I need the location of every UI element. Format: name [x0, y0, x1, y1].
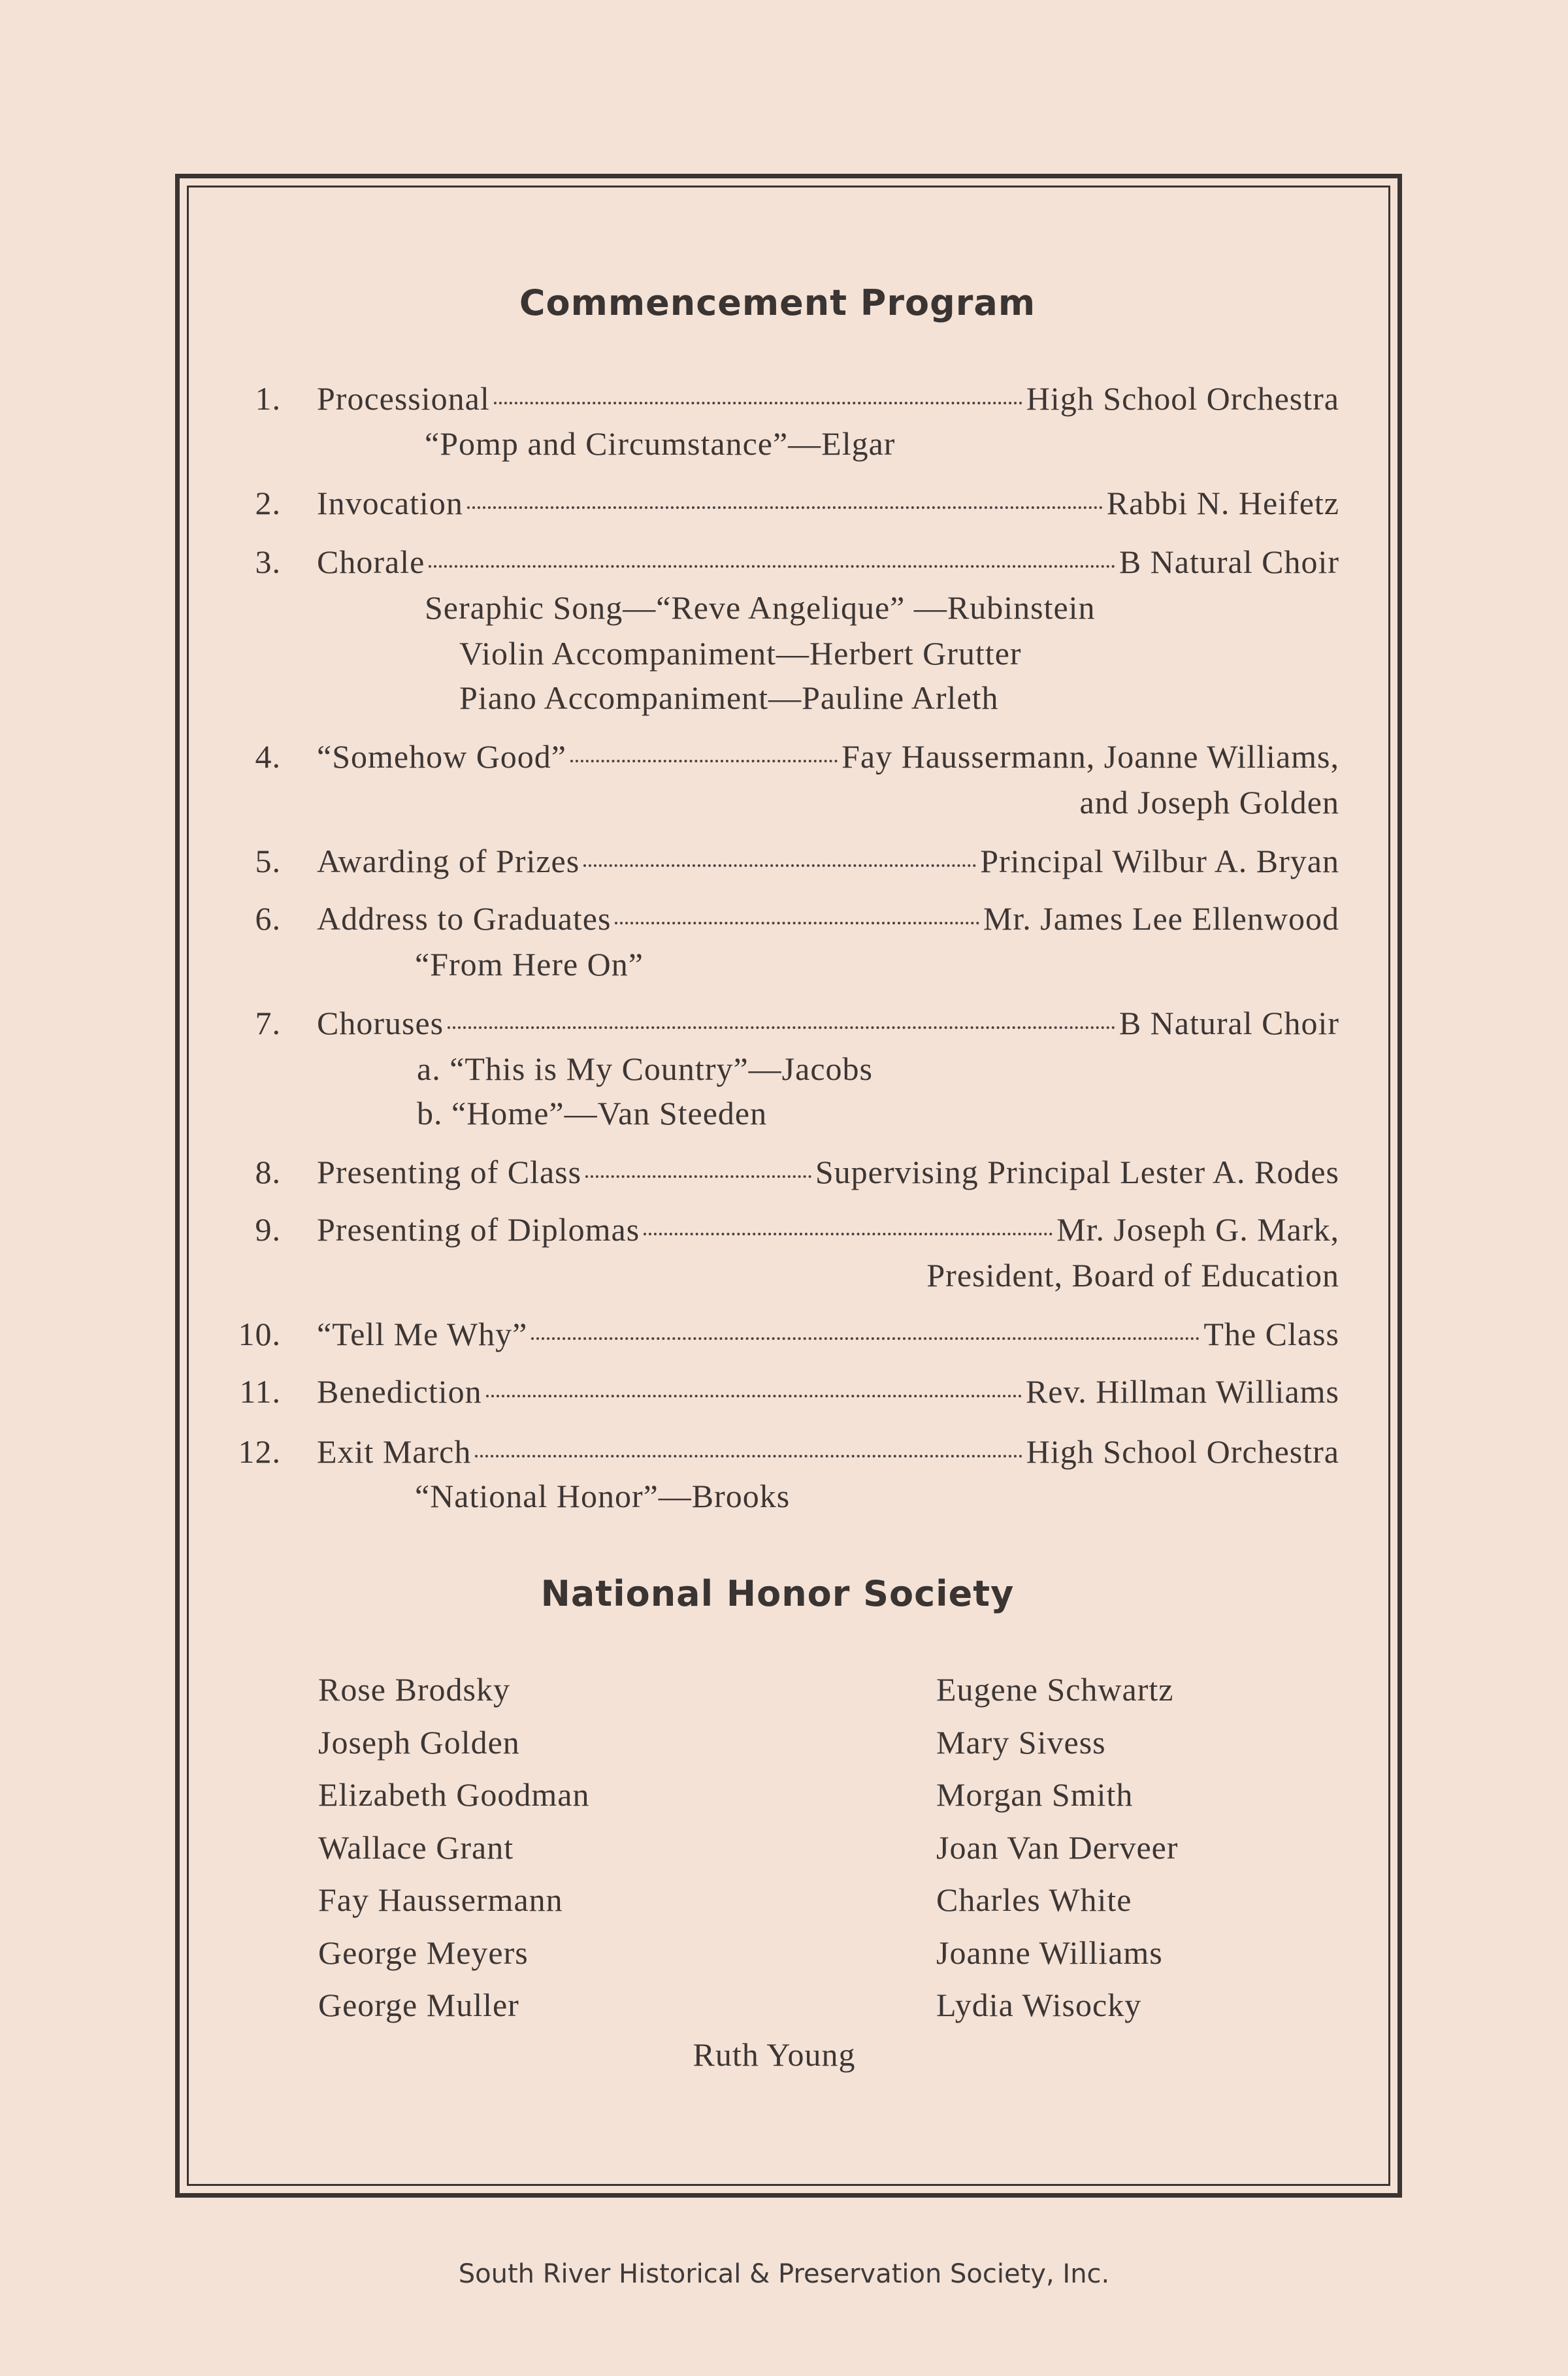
item-number: 12.	[238, 1433, 281, 1470]
item-performer: Mr. James Lee Ellenwood	[983, 900, 1339, 937]
item-label: Exit March	[317, 1433, 472, 1470]
item-number: 3.	[255, 544, 281, 580]
honor-society-title: National Honor Society	[540, 1573, 1015, 1614]
item-performer: B Natural Choir	[1119, 544, 1339, 580]
item-label: Chorale	[317, 544, 425, 580]
honor-member: Joseph Golden	[318, 1723, 520, 1761]
item-label: Benediction	[317, 1373, 482, 1410]
honor-member: Joan Van Derveer	[936, 1829, 1179, 1866]
program-title: Commencement Program	[519, 282, 1036, 323]
item-detail: “Pomp and Circumstance”—Elgar	[425, 425, 896, 462]
item-number: 9.	[255, 1211, 281, 1248]
honor-member: Morgan Smith	[936, 1776, 1134, 1813]
honor-member: Elizabeth Goodman	[318, 1776, 590, 1813]
honor-member: Joanne Williams	[936, 1934, 1163, 1971]
honor-member: Rose Brodsky	[318, 1671, 510, 1708]
item-number: 5.	[255, 843, 281, 879]
item-number: 7.	[255, 1005, 281, 1041]
item-label: Choruses	[317, 1005, 444, 1041]
item-performer: Rabbi N. Heifetz	[1106, 485, 1339, 521]
item-label: Presenting of Diplomas	[317, 1211, 640, 1248]
honor-member: Lydia Wisocky	[936, 1987, 1142, 2023]
item-performer: High School Orchestra	[1026, 380, 1339, 417]
item-detail: Seraphic Song—“Reve Angelique” —Rubinstein	[425, 589, 1096, 626]
item-detail: b. “Home”—Van Steeden	[417, 1095, 768, 1131]
item-performer: Fay Haussermann, Joanne Williams,	[841, 738, 1339, 775]
dot-leader	[615, 922, 979, 924]
item-number: 2.	[255, 485, 281, 521]
item-detail: “From Here On”	[415, 946, 644, 983]
item-number: 8.	[255, 1154, 281, 1190]
item-performer: High School Orchestra	[1026, 1433, 1339, 1470]
dot-leader	[583, 864, 976, 867]
dot-leader	[475, 1455, 1022, 1457]
dot-leader	[467, 506, 1103, 509]
dot-leader	[585, 1175, 811, 1178]
honor-member: Charles White	[936, 1881, 1132, 1918]
item-performer-continued: and Joseph Golden	[1079, 784, 1339, 821]
dot-leader	[570, 760, 838, 762]
honor-member: Eugene Schwartz	[936, 1671, 1174, 1708]
item-performer: Supervising Principal Lester A. Rodes	[815, 1154, 1339, 1190]
item-number: 4.	[255, 738, 281, 775]
item-performer: Principal Wilbur A. Bryan	[980, 843, 1339, 879]
item-detail: “National Honor”—Brooks	[415, 1478, 791, 1514]
honor-member: George Meyers	[318, 1934, 529, 1971]
item-label: Awarding of Prizes	[317, 843, 580, 879]
item-label: “Somehow Good”	[317, 738, 566, 775]
dot-leader	[494, 402, 1022, 404]
honor-member: George Muller	[318, 1987, 519, 2023]
honor-member: Fay Haussermann	[318, 1881, 563, 1918]
item-performer: The Class	[1203, 1316, 1339, 1352]
dot-leader	[531, 1337, 1200, 1340]
item-performer: Rev. Hillman Williams	[1025, 1373, 1339, 1410]
honor-member: Ruth Young	[693, 2036, 856, 2073]
item-number: 11.	[239, 1373, 281, 1410]
honor-member: Mary Sivess	[936, 1723, 1106, 1761]
dot-leader	[448, 1026, 1115, 1029]
item-number: 6.	[255, 900, 281, 937]
dot-leader	[486, 1395, 1022, 1397]
dot-leader	[644, 1233, 1053, 1235]
item-label: “Tell Me Why”	[317, 1316, 528, 1352]
item-detail: Violin Accompaniment—Herbert Grutter	[459, 635, 1022, 672]
item-performer-continued: President, Board of Education	[926, 1257, 1339, 1294]
item-number: 1.	[255, 380, 281, 417]
item-label: Presenting of Class	[317, 1154, 582, 1190]
item-detail: Piano Accompaniment—Pauline Arleth	[459, 679, 999, 716]
item-label: Invocation	[317, 485, 463, 521]
honor-member: Wallace Grant	[318, 1829, 514, 1866]
item-performer: B Natural Choir	[1119, 1005, 1339, 1041]
footer-credit: South River Historical & Preservation Society, Inc.	[458, 2259, 1110, 2289]
item-label: Address to Graduates	[317, 900, 612, 937]
item-detail: a. “This is My Country”—Jacobs	[417, 1050, 873, 1087]
item-performer: Mr. Joseph G. Mark,	[1056, 1211, 1339, 1248]
dot-leader	[429, 565, 1115, 568]
item-number: 10.	[238, 1316, 281, 1352]
item-label: Processional	[317, 380, 490, 417]
